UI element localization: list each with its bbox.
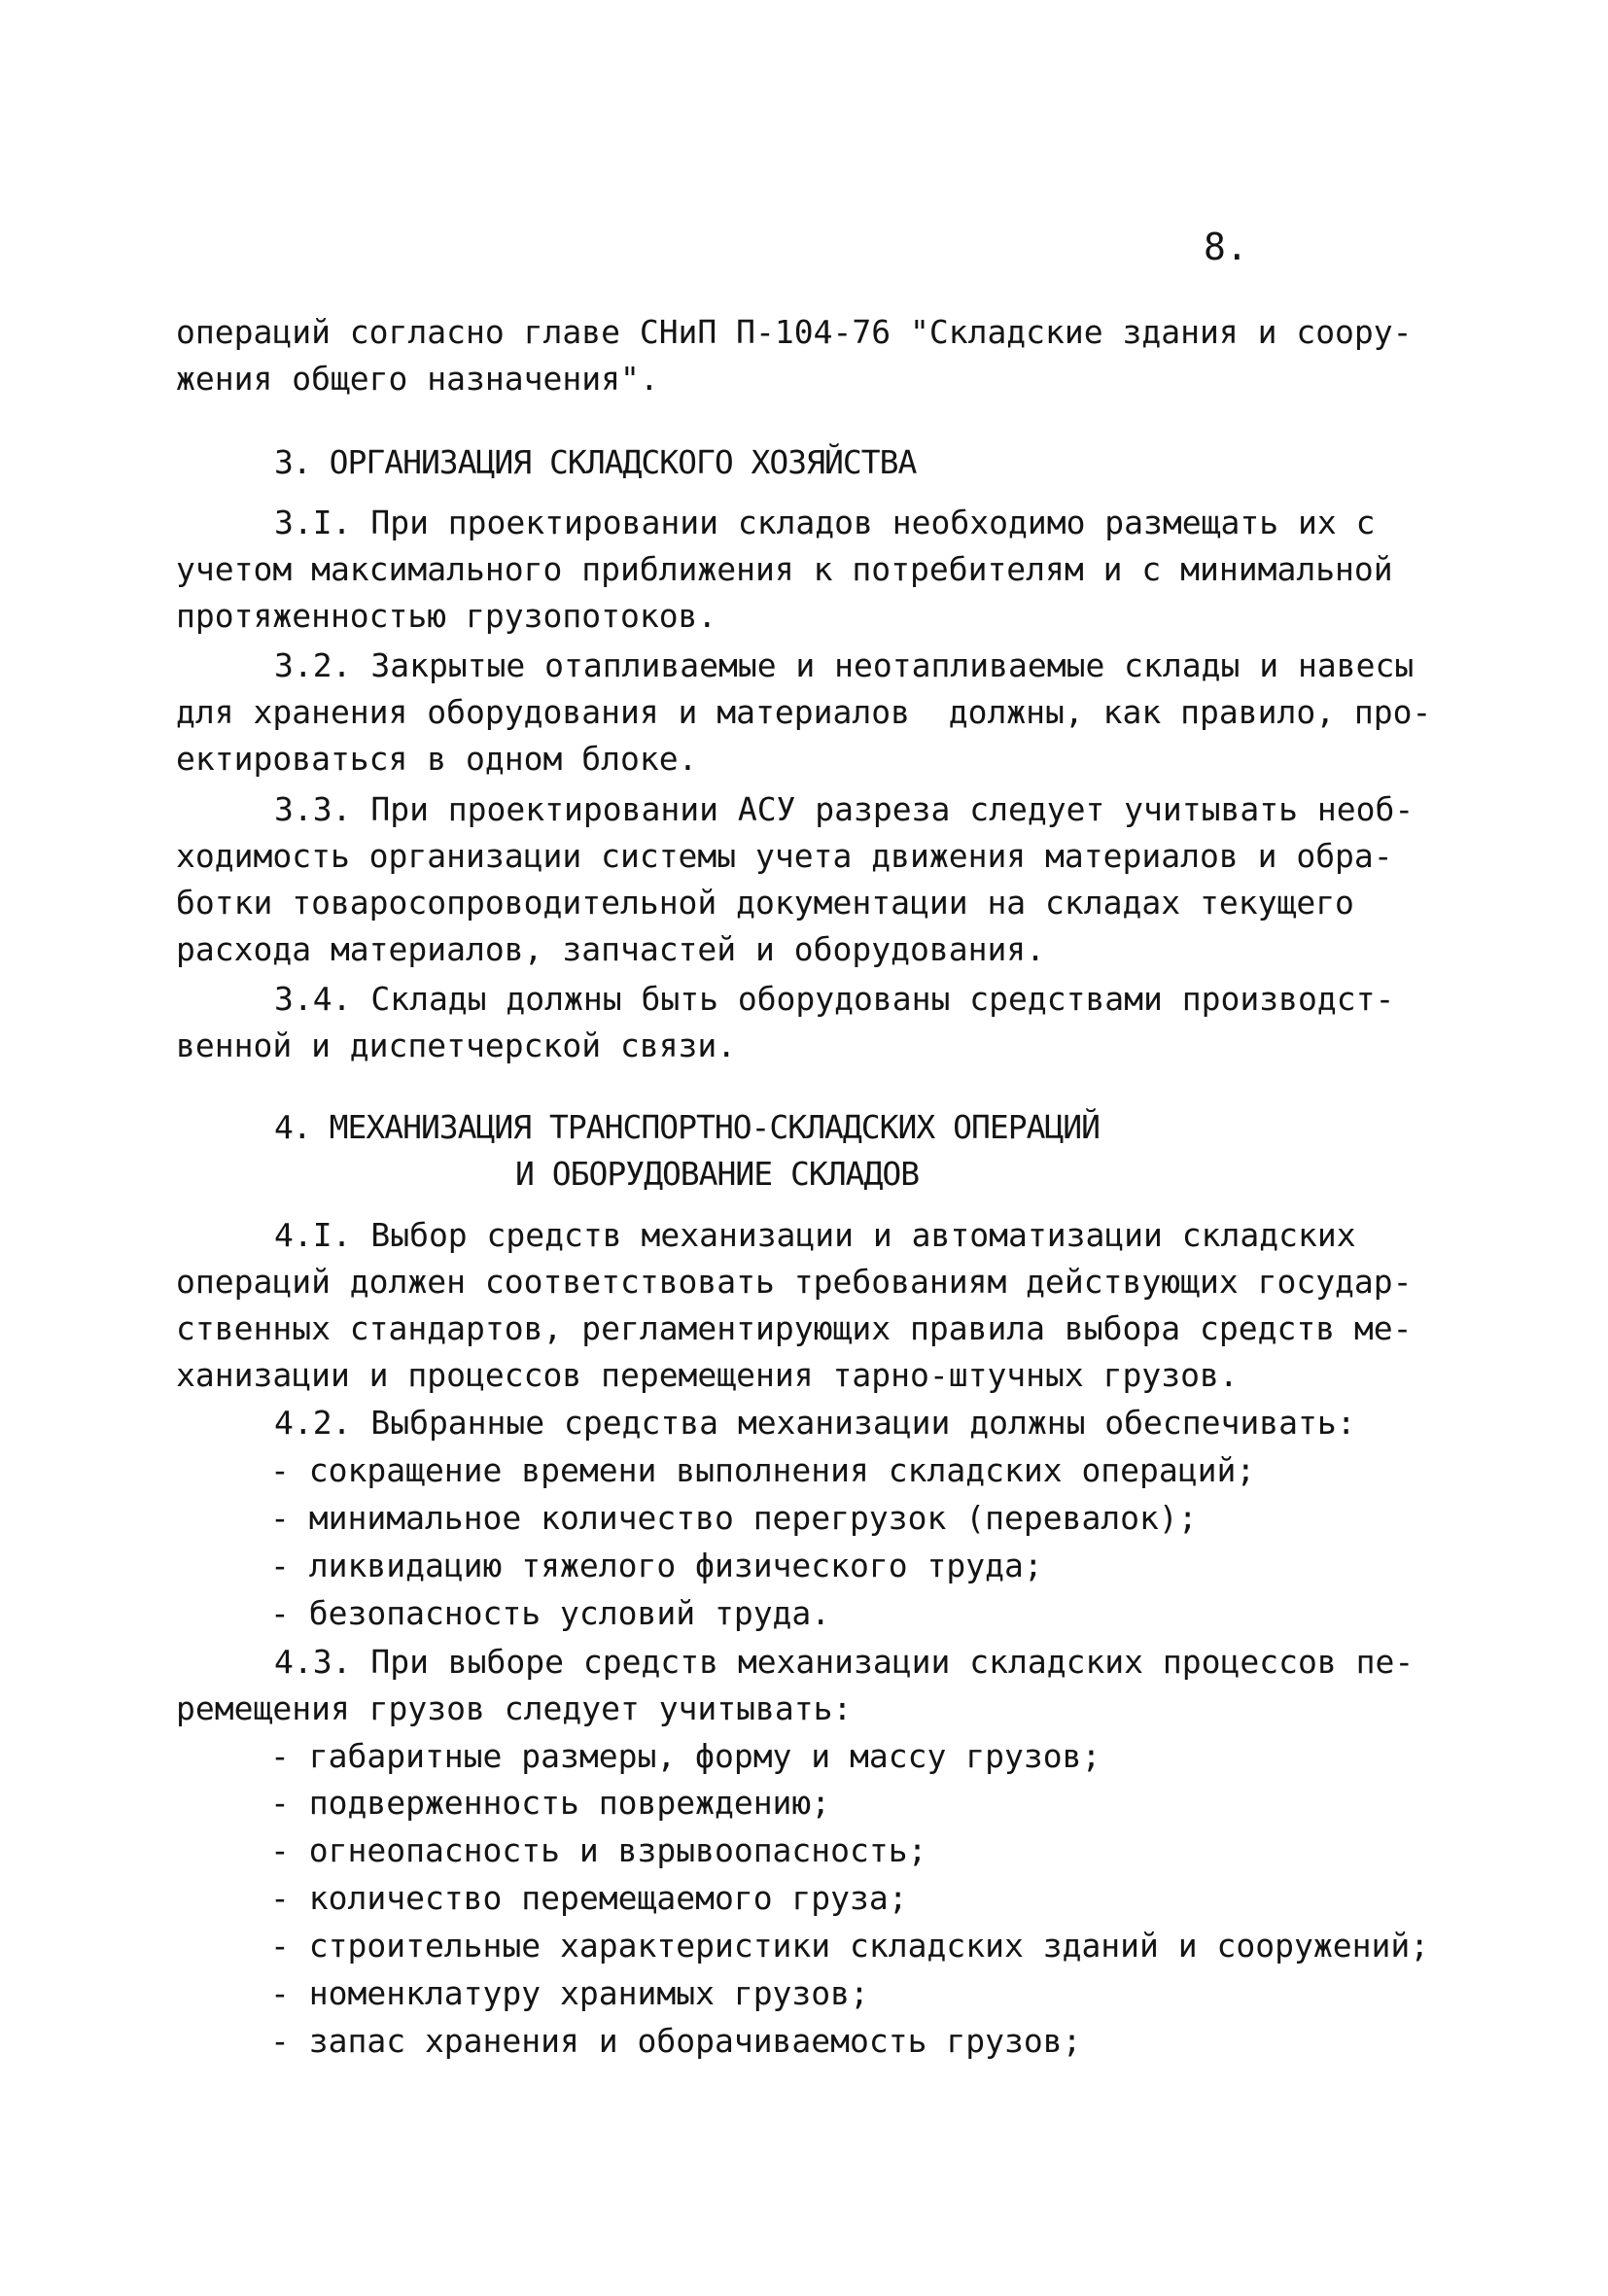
paragraph-3-3-line-4: расхода материалов, запчастей и оборудования.: [176, 930, 1046, 968]
paragraph-4-3-line-1: 4.3. При выборе средств механизации складских процессов пе-: [274, 1643, 1415, 1681]
list-item: - количество перемещаемого груза;: [270, 1879, 908, 1917]
list-item: - габаритные размеры, форму и массу грузов;: [270, 1737, 1101, 1775]
paragraph-4-1-line-4: ханизации и процессов перемещения тарно-штучных грузов.: [176, 1356, 1239, 1394]
list-item: - ликвидацию тяжелого физического труда;: [270, 1547, 1043, 1584]
paragraph-3-4-line-2: венной и диспетчерской связи.: [176, 1026, 737, 1064]
list-item: - огнеопасность и взрывоопасность;: [270, 1831, 927, 1869]
list-item: - безопасность условий труда.: [270, 1594, 831, 1632]
list-item: - запас хранения и оборачиваемость грузов;: [270, 2022, 1082, 2060]
paragraph-3-3-line-3: ботки товаросопроводительной документации на складах текущего: [176, 884, 1354, 922]
paragraph-3-1-line-2: учетом максимального приближения к потребителям и с минимальной: [176, 550, 1393, 588]
section-4-heading-line-1: 4. МЕХАНИЗАЦИЯ ТРАНСПОРТНО-СКЛАДСКИХ ОПЕРАЦИЙ: [274, 1108, 1101, 1146]
paragraph-3-3-line-2: ходимость организации системы учета движения материалов и обра-: [176, 837, 1393, 875]
section-4-heading-line-2: И ОБОРУДОВАНИЕ СКЛАДОВ: [515, 1155, 920, 1193]
paragraph-3-2-line-1: 3.2. Закрытые отапливаемые и неотапливаемые склады и навесы: [274, 646, 1415, 684]
paragraph-3-1-line-1: 3.I. При проектировании складов необходимо размещать их с: [274, 504, 1376, 541]
intro-line-1: операций согласно главе СНиП П-104-76 "Складские здания и соору-: [176, 313, 1413, 351]
list-item: - номенклатуру хранимых грузов;: [270, 1974, 869, 2012]
paragraph-3-2-line-3: ектироваться в одном блоке.: [176, 740, 698, 778]
list-item: - подверженность повреждению;: [270, 1784, 831, 1822]
paragraph-3-3-line-1: 3.3. При проектировании АСУ разреза следует учитывать необ-: [274, 790, 1415, 828]
paragraph-4-2-intro: 4.2. Выбранные средства механизации должны обеспечивать:: [274, 1404, 1356, 1442]
intro-line-2: жения общего назначения".: [176, 360, 659, 398]
paragraph-4-1-line-1: 4.I. Выбор средств механизации и автоматизации складских: [274, 1216, 1356, 1254]
paragraph-3-1-line-3: протяженностью грузопотоков.: [176, 597, 717, 635]
list-item: - строительные характеристики складских зданий и сооружений;: [270, 1927, 1430, 1965]
paragraph-3-2-line-2: для хранения оборудования и материалов должны, как правило, про-: [176, 693, 1432, 731]
section-3-heading: 3. ОРГАНИЗАЦИЯ СКЛАДСКОГО ХОЗЯЙСТВА: [274, 443, 917, 481]
list-item: - сокращение времени выполнения складских операций;: [270, 1451, 1256, 1489]
paragraph-4-1-line-3: ственных стандартов, регламентирующих правила выбора средств ме-: [176, 1309, 1413, 1347]
paragraph-3-4-line-1: 3.4. Склады должны быть оборудованы средствами производст-: [274, 980, 1395, 1018]
page-number: 8.: [1204, 226, 1248, 268]
list-item: - минимальное количество перегрузок (перевалок);: [270, 1499, 1198, 1537]
paragraph-4-1-line-2: операций должен соответствовать требованиям действующих государ-: [176, 1263, 1413, 1301]
paragraph-4-3-line-2: ремещения грузов следует учитывать:: [176, 1689, 853, 1727]
